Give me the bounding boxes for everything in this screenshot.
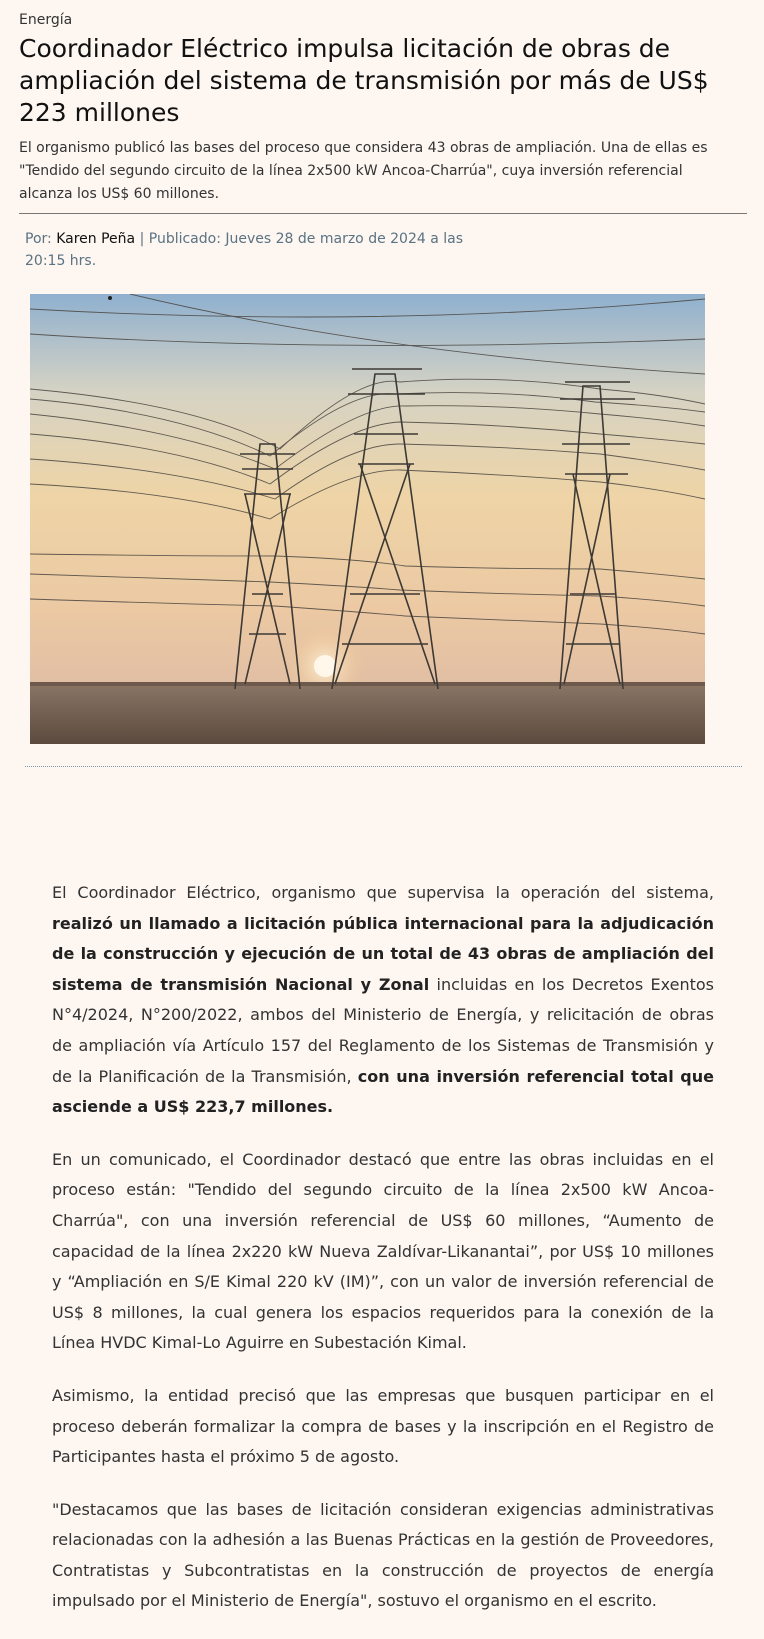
paragraph-3: Asimismo, la entidad precisó que las empresas que busquen participar en el proceso deberán formalizar la compra de bases y la inscripción en el Registro de Participantes hasta el próximo 5 de agosto.: [52, 1385, 714, 1467]
article-title: Coordinador Eléctrico impulsa licitación de obras de ampliación del sistema de transmisión por más de US$ 223 millones: [19, 34, 709, 127]
by-label: Por:: [25, 231, 52, 247]
image-divider: [25, 766, 742, 767]
article-body: [52, 878, 714, 1639]
hero-image: [30, 294, 705, 744]
paragraph-1-bold-b: con una inversión referencial total que asciende a US$ 223,7 millones.: [52, 1066, 715, 1117]
article-summary: El organismo publicó las bases del proceso que considera 43 obras de ampliación. Una de ellas es "Tendido del segundo circuito de la línea 2x500 kW Ancoa-Charrúa", cuya inversión referencial alcanza los US$ 60 millones.: [19, 140, 708, 202]
paragraph-1-text-b: incluidas en los Decretos Exentos N°4/2024, N°200/2022, ambos del Ministerio de Energía, y relicitación de obras de ampliación vía Artículo 157 del Reglamento de los Sistemas de Transmisión y de la Planificación de la Transmisión,: [52, 974, 715, 1086]
byline: [25, 228, 495, 272]
paragraph-2: En un comunicado, el Coordinador destacó que entre las obras incluidas en el proceso están: "Tendido del segundo circuito de la línea 2x500 kW Ancoa-Charrúa", con una inversión referencial de US$ 60 millones, “Aumento de capacidad de la línea 2x220 kW Nueva Zaldívar-Likanantai”, por US$ 10 millones y “Ampliación en S/E Kimal 220 kV (IM)”, con un valor de inversión referencial de US$ 8 millones, la cual genera los espacios requeridos para la conexión de la Línea HVDC Kimal-Lo Aguirre en Subestación Kimal.: [52, 1149, 714, 1353]
published-date: Jueves 28 de marzo de 2024 a las 20:15 hrs.: [25, 231, 464, 269]
header-divider: [19, 213, 747, 214]
paragraph-4: "Destacamos que las bases de licitación consideran exigencias administrativas relacionadas con la adhesión a las Buenas Prácticas en la gestión de Proveedores, Contratistas y Subcontratistas en la construcción de proyectos de energía impulsado por el Ministerio de Energía", sostuvo el organismo en el escrito.: [52, 1499, 714, 1611]
paragraph-1-text-a: El Coordinador Eléctrico, organismo que supervisa la operación del sistema,: [52, 883, 714, 902]
section-label[interactable]: Energía: [19, 12, 73, 28]
published-label: Publicado:: [148, 231, 221, 247]
paragraph-1-bold-a: realizó un llamado a licitación pública internacional para la adjudicación de la construcción y ejecución de un total de 43 obras de ampliación del sistema de transmisión Nacional y Zonal: [52, 913, 714, 994]
author-link[interactable]: Karen Peña: [56, 231, 136, 247]
byline-separator: |: [139, 231, 145, 247]
paragraph-1: [52, 878, 714, 1123]
